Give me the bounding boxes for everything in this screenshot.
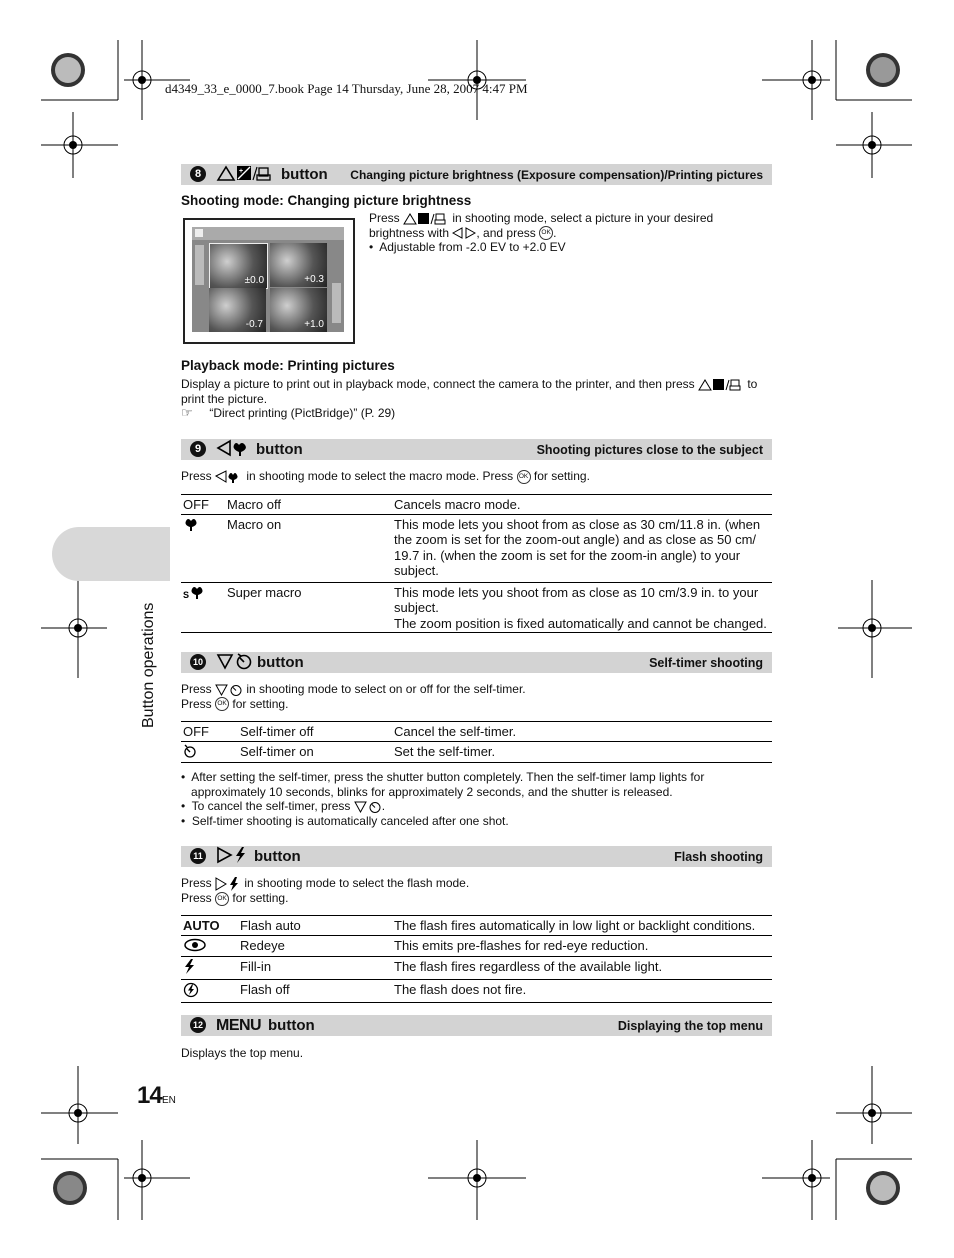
menu-text: Displays the top menu.: [181, 1046, 304, 1060]
table-row: [181, 582, 772, 633]
section-title: button: [257, 654, 304, 671]
section-number: 8: [190, 166, 206, 182]
left-arrow-icon: [195, 245, 204, 285]
table-row: [181, 979, 772, 1003]
ok-button-icon: OK: [215, 697, 229, 711]
mode-cell: [181, 582, 225, 633]
reference-icon: ☞: [181, 405, 193, 420]
mode-cell: AUTO: [181, 916, 238, 936]
mode-cell: [181, 741, 238, 763]
playback-text: Display a picture to print out in playback mode, connect the camera to the printer, and then press to print the picture. ☞ “Direct printing (PictBridge)” (P. 29): [181, 377, 758, 420]
lcd-screen: [192, 227, 344, 332]
mode-cell: OFF: [181, 495, 225, 515]
name-cell: Self-timer on: [238, 741, 392, 763]
exposure-print-icon: [403, 212, 449, 225]
section-subtitle: Changing picture brightness (Exposure compensation)/Printing pictures: [350, 168, 763, 182]
name-cell: Fill-in: [238, 957, 392, 980]
selftimer-icon: [183, 744, 197, 758]
left-right-arrow-icon: [452, 227, 476, 239]
redeye-icon: [183, 938, 207, 952]
mode-cell: OFF: [181, 722, 238, 742]
macro-intro: Press in shooting mode to select the macro mode. Press OK for setting.: [181, 469, 590, 483]
section-title: button: [268, 1017, 315, 1034]
mode-cell: [181, 935, 238, 957]
ok-button-icon: OK: [517, 470, 531, 484]
section-12-header: [181, 1015, 772, 1036]
table-row: [181, 514, 772, 582]
thumbnail: +0.3: [270, 243, 327, 287]
mode-cell: [181, 957, 238, 980]
mode-cell: [181, 979, 238, 1003]
desc-cell: The flash fires regardless of the available light.: [392, 957, 772, 980]
ok-button-icon: OK: [215, 892, 229, 906]
menu-label: MENU: [216, 1017, 262, 1034]
flash-intro: Press in shooting mode to select the flash mode. Press OK for setting.: [181, 876, 470, 905]
table-row: [181, 935, 772, 957]
section-subtitle: Self-timer shooting: [649, 656, 763, 670]
desc-cell: This emits pre-flashes for red-eye reduction.: [392, 935, 772, 957]
section-title: button: [256, 441, 303, 458]
side-tab-label: Button operations: [140, 602, 157, 728]
reference-link[interactable]: “Direct printing (PictBridge)” (P. 29): [209, 406, 396, 420]
left-macro-icon: [215, 470, 243, 483]
book-header-line: d4349_33_e_0000_7.book Page 14 Thursday, June 28, 2007 4:47 PM: [165, 81, 528, 96]
super-macro-icon: [183, 585, 205, 599]
playback-heading: Playback mode: Printing pictures: [181, 358, 395, 373]
left-macro-icon: [216, 439, 252, 460]
exposure-icon: [195, 229, 203, 237]
table-row: [181, 495, 772, 515]
section-number: 9: [190, 441, 206, 457]
section-subtitle: Flash shooting: [674, 850, 763, 864]
section-subtitle: Displaying the top menu: [617, 1019, 763, 1033]
ok-button-icon: OK: [539, 226, 553, 240]
table-row: [181, 957, 772, 980]
shooting-heading: Shooting mode: Changing picture brightness: [181, 193, 472, 208]
table-row: [181, 916, 772, 936]
section-9-header: [181, 439, 772, 460]
table-row: [181, 722, 772, 742]
shooting-text: Press in shooting mode, select a picture in your desired brightness with , and press OK . • Adjustable from -2.0 EV to +2.0 EV: [369, 211, 714, 255]
macro-icon: [183, 517, 199, 531]
thumbnail: ±0.0: [209, 243, 268, 289]
selftimer-notes: • After setting the self-timer, press the shutter button completely. Then the self-timer lamp lights for approximately 10 seconds, blinks for approximately 2 seconds, and the shutter is released. • To cancel the self-timer, press . • Self-timer shooting is automatically canceled after one shot.: [181, 770, 705, 828]
exposure-print-icons: [216, 164, 272, 185]
desc-cell: Cancels macro mode.: [392, 495, 772, 515]
desc-cell: This mode lets you shoot from as close as 30 cm/11.8 in. (when the zoom is set for the zoom-out angle) and as close as 50 cm/ 19.7 in. (when the zoom is set for the zoom-in angle) to your subject.: [392, 514, 772, 582]
name-cell: Flash off: [238, 979, 392, 1003]
thumbnail: -0.7: [209, 288, 266, 332]
name-cell: Self-timer off: [238, 722, 392, 742]
desc-cell: This mode lets you shoot from as close as 10 cm/3.9 in. to your subject. The zoom position is fixed automatically and cannot be changed.: [392, 582, 772, 633]
name-cell: Macro off: [225, 495, 392, 515]
svg-text:S: S: [183, 589, 190, 599]
section-11-header: [181, 846, 772, 867]
right-flash-icon: [215, 877, 241, 891]
page-language: EN: [162, 1095, 176, 1106]
flash-table: [181, 915, 772, 1003]
macro-table: [181, 494, 772, 633]
section-number: 11: [190, 848, 206, 864]
down-selftimer-icon: [354, 800, 382, 813]
name-cell: Flash auto: [238, 916, 392, 936]
flash-icon: [183, 959, 197, 974]
down-selftimer-icon: [215, 683, 243, 696]
desc-cell: The flash fires automatically in low light or backlight conditions.: [392, 916, 772, 936]
selftimer-intro: Press in shooting mode to select on or off for the self-timer. Press OK for setting.: [181, 682, 526, 711]
desc-cell: Cancel the self-timer.: [392, 722, 772, 742]
lcd-preview: [183, 218, 355, 344]
table-row: [181, 741, 772, 763]
name-cell: Macro on: [225, 514, 392, 582]
section-10-header: [181, 652, 772, 673]
page-number: 14: [137, 1082, 162, 1109]
name-cell: Super macro: [225, 582, 392, 633]
down-selftimer-icon: [216, 652, 254, 673]
desc-cell: The flash does not fire.: [392, 979, 772, 1003]
section-subtitle: Shooting pictures close to the subject: [536, 443, 763, 457]
svg-text:+: +: [239, 168, 244, 175]
selftimer-table: [181, 721, 772, 763]
section-number: 12: [190, 1017, 206, 1033]
right-flash-icon: [216, 846, 252, 867]
right-arrow-icon: [332, 283, 341, 323]
desc-cell: Set the self-timer.: [392, 741, 772, 763]
mode-cell: [181, 514, 225, 582]
flash-off-icon: [183, 982, 199, 998]
side-tab: [52, 527, 170, 581]
name-cell: Redeye: [238, 935, 392, 957]
thumbnail: +1.0: [270, 288, 327, 332]
section-8-header: [181, 164, 772, 185]
section-title: button: [254, 848, 301, 865]
section-title: button: [281, 166, 328, 183]
exposure-print-icon: [698, 378, 744, 391]
section-number: 10: [190, 654, 206, 670]
